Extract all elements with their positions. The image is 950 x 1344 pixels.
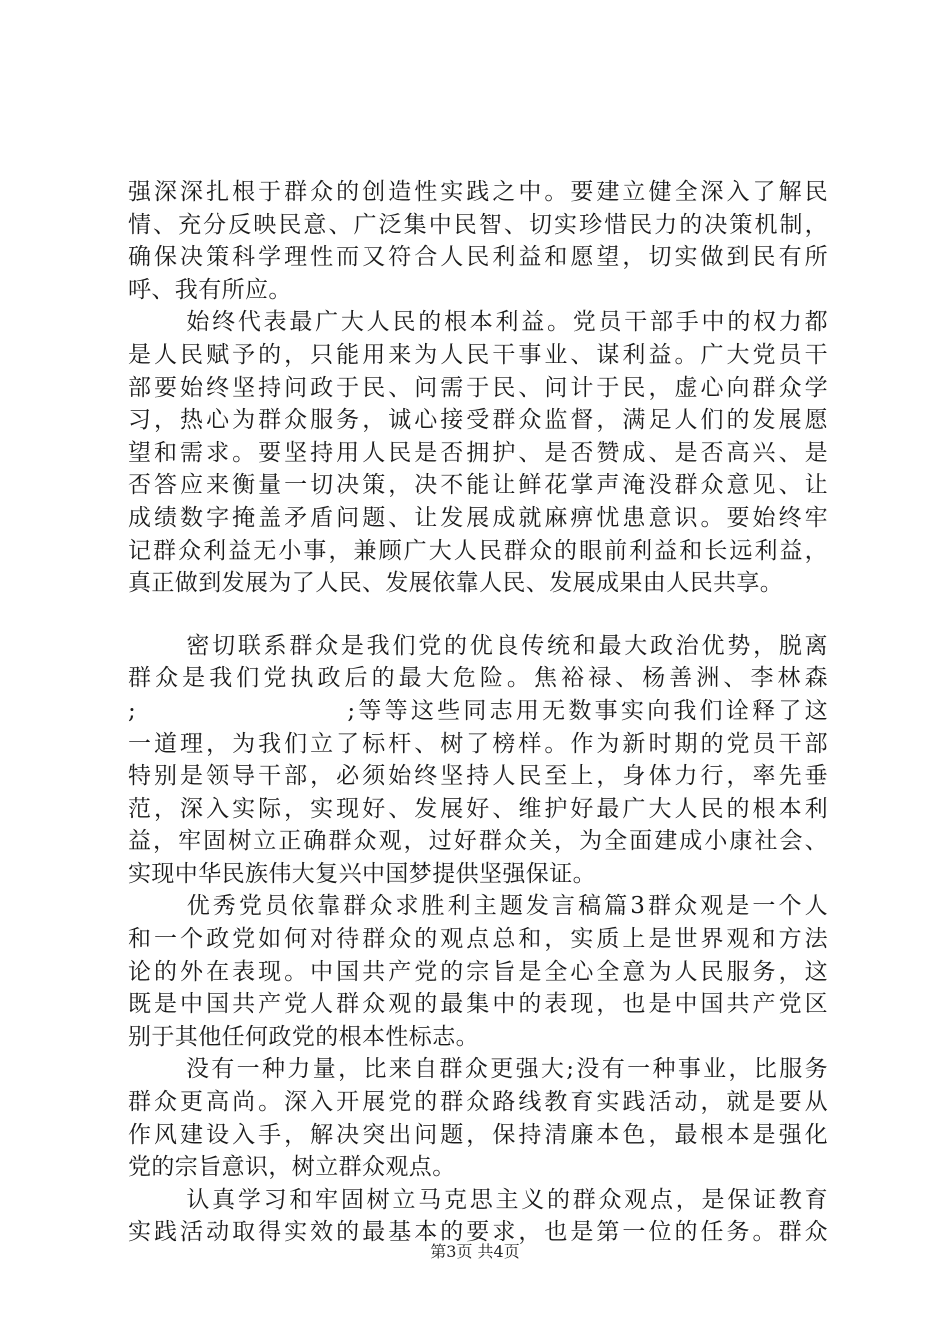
text-line: 强深深扎根于群众的创造性实践之中。要建立健全深入了解民 — [128, 179, 828, 205]
text-line-content: 始终代表最广大人民的根本利益。党员干部手中的权力都 — [184, 309, 828, 336]
text-line: 否答应来衡量一切决策，决不能让鲜花掌声淹没群众意见、让 — [128, 472, 828, 499]
paragraph-3 — [128, 630, 828, 891]
text-line: 群众更高尚。深入开展党的群众路线教育实践活动，就是要从 — [128, 1089, 828, 1116]
paragraph-6 — [128, 1184, 828, 1249]
text-line-first — [128, 630, 828, 663]
paragraph-gap — [128, 600, 828, 630]
text-line: 望和需求。要坚持用人民是否拥护、是否赞成、是否高兴、是 — [128, 439, 828, 466]
text-line: 记群众利益无小事，兼顾广大人民群众的眼前利益和长远利益， — [128, 537, 828, 564]
page-footer — [0, 1242, 950, 1262]
text-line-first — [128, 306, 828, 339]
text-line: 特别是领导干部，必须始终坚持人民至上，身体力行，率先垂 — [128, 763, 828, 790]
text-line: 别于其他任何政党的根本性标志。 — [128, 1023, 479, 1050]
text-line: 真正做到发展为了人民、发展依靠人民、发展成果由人民共享。 — [128, 570, 784, 597]
paragraph-4 — [128, 890, 828, 1053]
text-line: 作风建设入手，解决突出问题，保持清廉本色，最根本是强化 — [128, 1121, 828, 1148]
paragraph-2 — [128, 306, 828, 599]
text-line: 群众是我们党执政后的最大危险。焦裕禄、杨善洲、李林森 — [128, 665, 828, 692]
text-line: 部要始终坚持问政于民、问需于民、问计于民，虚心向群众学 — [128, 374, 828, 401]
text-line: 习，热心为群众服务，诚心接受群众监督，满足人们的发展愿 — [128, 407, 828, 434]
text-line-first — [128, 1184, 828, 1217]
text-line-first — [128, 1053, 828, 1086]
text-line: 论的外在表现。中国共产党的宗旨是全心全意为人民服务，这 — [128, 958, 828, 985]
text-line: 范，深入实际，实现好、发展好、维护好最广大人民的根本利 — [128, 795, 828, 822]
document-body — [128, 176, 828, 1249]
paragraph-1 — [128, 176, 828, 306]
text-line: 一道理，为我们立了标杆、树了榜样。作为新时期的党员干部 — [128, 730, 828, 757]
text-line: 成绩数字掩盖矛盾问题、让发展成就麻痹忧患意识。要始终牢 — [128, 504, 828, 531]
paragraph-5 — [128, 1053, 828, 1183]
text-line-content: 认真学习和牢固树立马克思主义的群众观点，是保证教育 — [184, 1186, 828, 1213]
text-line-content: 密切联系群众是我们党的优良传统和最大政治优势，脱离 — [184, 632, 828, 659]
text-line: 益，牢固树立正确群众观，过好群众关，为全面建成小康社会、 — [128, 828, 828, 855]
text-line: 既是中国共产党人群众观的最集中的表现，也是中国共产党区 — [128, 991, 828, 1018]
text-line: 党的宗旨意识，树立群众观点。 — [128, 1154, 456, 1181]
text-line-first — [128, 890, 828, 923]
text-line-content: 没有一种力量，比来自群众更强大;没有一种事业，比服务 — [184, 1056, 828, 1083]
text-line: 实践活动取得实效的最基本的要求，也是第一位的任务。群众 — [128, 1219, 828, 1246]
text-line: ; ;等等这些同志用无数事实向我们诠释了这 — [128, 697, 828, 724]
text-line: 情、充分反映民意、广泛集中民智、切实珍惜民力的决策机制， — [128, 211, 828, 238]
text-line: 是人民赋予的，只能用来为人民干事业、谋利益。广大党员干 — [128, 341, 828, 368]
text-line: 呼、我有所应。 — [128, 276, 292, 303]
text-line: 确保决策科学理性而又符合人民利益和愿望，切实做到民有所 — [128, 244, 828, 271]
text-line: 和一个政党如何对待群众的观点总和，实质上是世界观和方法 — [128, 926, 828, 953]
text-line: 实现中华民族伟大复兴中国梦提供坚强保证。 — [128, 860, 596, 887]
page-number-label: 第3页 共4页 — [430, 1242, 520, 1261]
text-line-content: 优秀党员依靠群众求胜利主题发言稿篇3群众观是一个人 — [184, 893, 828, 920]
